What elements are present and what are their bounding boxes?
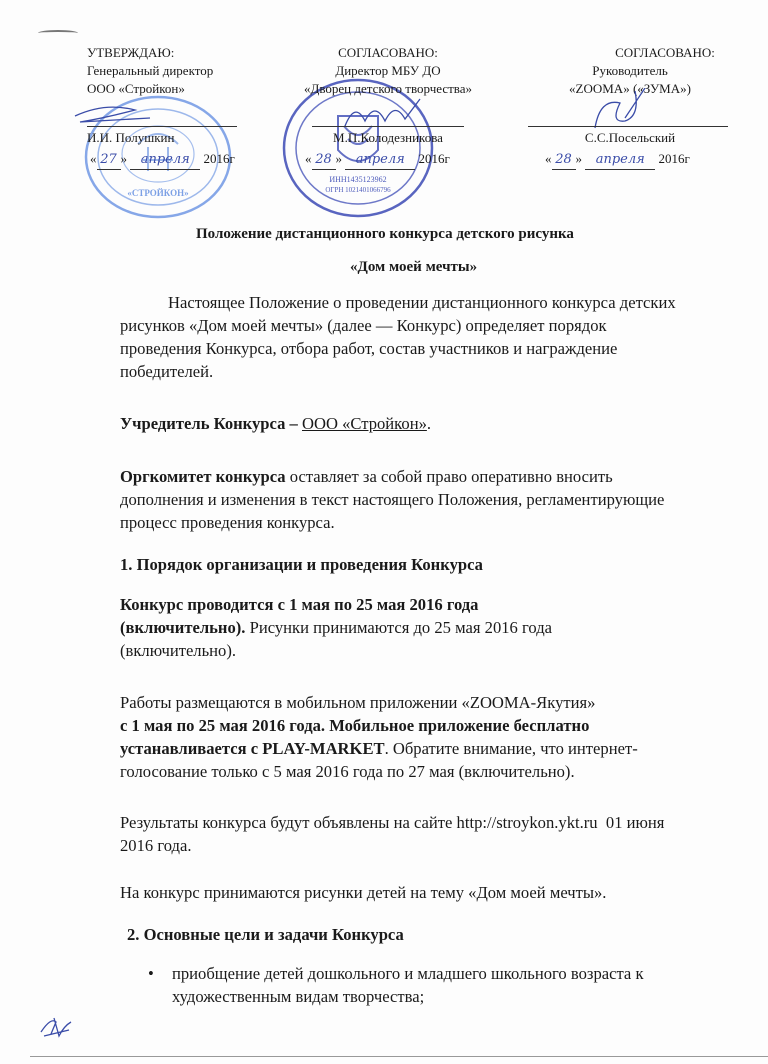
text-line: [148, 963, 644, 985]
text-line: [120, 361, 213, 383]
text-segment: голосование только с 5 мая 2016 года по 27 мая (включительно).: [120, 762, 575, 781]
svg-text:ОГРН 1021401066796: ОГРН 1021401066796: [325, 186, 391, 194]
text-line: [120, 413, 431, 435]
text-segment: приобщение детей дошкольного и младшего школьного возраста к: [172, 964, 644, 983]
text-segment: оставляет за собой право оперативно вносить: [285, 467, 613, 486]
text-line: [120, 761, 575, 783]
text-line: [120, 466, 613, 488]
approval-heading: УТВЕРЖДАЮ:: [87, 45, 175, 60]
page-bottom-edge: [30, 1056, 768, 1057]
approval-date: « 28 » апреля 2016г: [305, 150, 450, 170]
text-segment: дополнения и изменения в текст настоящего Положения, регламентирующие: [120, 490, 665, 509]
text-segment: Настоящее Положение о проведении дистанционного конкурса детских: [168, 293, 676, 312]
text-segment: (включительно).: [120, 618, 246, 637]
text-segment: .: [426, 414, 432, 433]
approval-date: « 28 » апреля 2016г: [545, 150, 690, 170]
text-segment: художественным видам творчества;: [172, 987, 425, 1006]
approval-heading: СОГЛАСОВАНО:: [338, 45, 438, 60]
text-line: [120, 338, 617, 360]
text-line: [120, 489, 664, 511]
text-line: [120, 738, 638, 760]
svg-text:«СТРОЙКОН»: «СТРОЙКОН»: [127, 188, 189, 198]
approval-heading: СОГЛАСОВАНО:: [615, 45, 715, 60]
svg-text:ИНН1435123962: ИНН1435123962: [329, 175, 387, 184]
bullet-icon: •: [148, 964, 154, 983]
approver-name: С.С.Посельский: [584, 130, 676, 145]
text-line: [120, 835, 192, 857]
text-line: [168, 292, 676, 314]
text-segment: Результаты конкурса будут объявлены на сайте http://stroykon.ykt.ru 01 июня: [120, 813, 665, 832]
text-segment: 2. Основные цели и задачи Конкурса: [127, 925, 404, 944]
text-line: [172, 986, 424, 1008]
approver-role: Руководитель: [592, 63, 668, 78]
document-title: Положение дистанционного конкурса детского рисунка: [196, 226, 574, 242]
text-segment: проведения Конкурса, отбора работ, состав участников и награждение: [120, 339, 618, 358]
approver-role: Директор МБУ ДО: [335, 63, 441, 78]
text-segment: устанавливается с PLAY-MARKET: [120, 739, 385, 758]
text-line: [120, 692, 595, 714]
text-segment: (включительно).: [120, 641, 237, 660]
text-line: [120, 715, 589, 737]
text-segment: Оргкомитет конкурса: [120, 467, 286, 486]
text-segment: Конкурс проводится с 1 мая по 25 мая 2016 года: [120, 595, 479, 614]
founder-link[interactable]: ООО «Стройкон»: [302, 414, 427, 433]
text-line: [120, 640, 236, 662]
approver-name: И.И. Полушкин: [87, 130, 175, 145]
text-line: [120, 512, 335, 534]
text-line: [120, 554, 483, 576]
approver-name: М.П.Колодезникова: [333, 130, 443, 145]
text-line: [120, 882, 606, 904]
approver-org: «ZOOMA» («ЗУМА»): [569, 81, 691, 96]
text-line: [127, 924, 404, 946]
approval-block-left: [87, 44, 213, 98]
text-segment: рисунков «Дом моей мечты» (далее — Конкурс) определяет порядок: [120, 316, 607, 335]
approver-role: Генеральный директор: [87, 63, 214, 78]
text-segment: 1. Порядок организации и проведения Конкурса: [120, 555, 483, 574]
text-line: [120, 812, 664, 834]
text-line: [120, 315, 607, 337]
text-line: [120, 594, 478, 616]
text-segment: Рисунки принимаются до 25 мая 2016 года: [245, 618, 553, 637]
text-segment: . Обратите внимание, что интернет-: [384, 739, 638, 758]
document-subtitle: «Дом моей мечты»: [350, 259, 478, 275]
approval-block-center: [258, 44, 518, 98]
approver-org: ООО «Стройкон»: [87, 81, 185, 96]
scan-corner-mark: [38, 30, 78, 36]
approver-org: «Дворец детского творчества»: [303, 81, 473, 96]
text-segment: 2016 года.: [120, 836, 192, 855]
text-segment: Учредитель Конкурса –: [120, 414, 302, 433]
text-segment: победителей.: [120, 362, 214, 381]
approval-date: « 27 » апреля 2016г: [90, 150, 235, 170]
text-segment: На конкурс принимаются рисунки детей на тему «Дом моей мечты».: [120, 883, 607, 902]
text-segment: с 1 мая по 25 мая 2016 года. Мобильное приложение бесплатно: [120, 716, 590, 735]
text-line: [120, 617, 552, 639]
footer-initials-mark: [36, 1010, 76, 1040]
text-segment: процесс проведения конкурса.: [120, 513, 335, 532]
text-segment: Работы размещаются в мобильном приложении «ZOOMA-Якутия»: [120, 693, 596, 712]
